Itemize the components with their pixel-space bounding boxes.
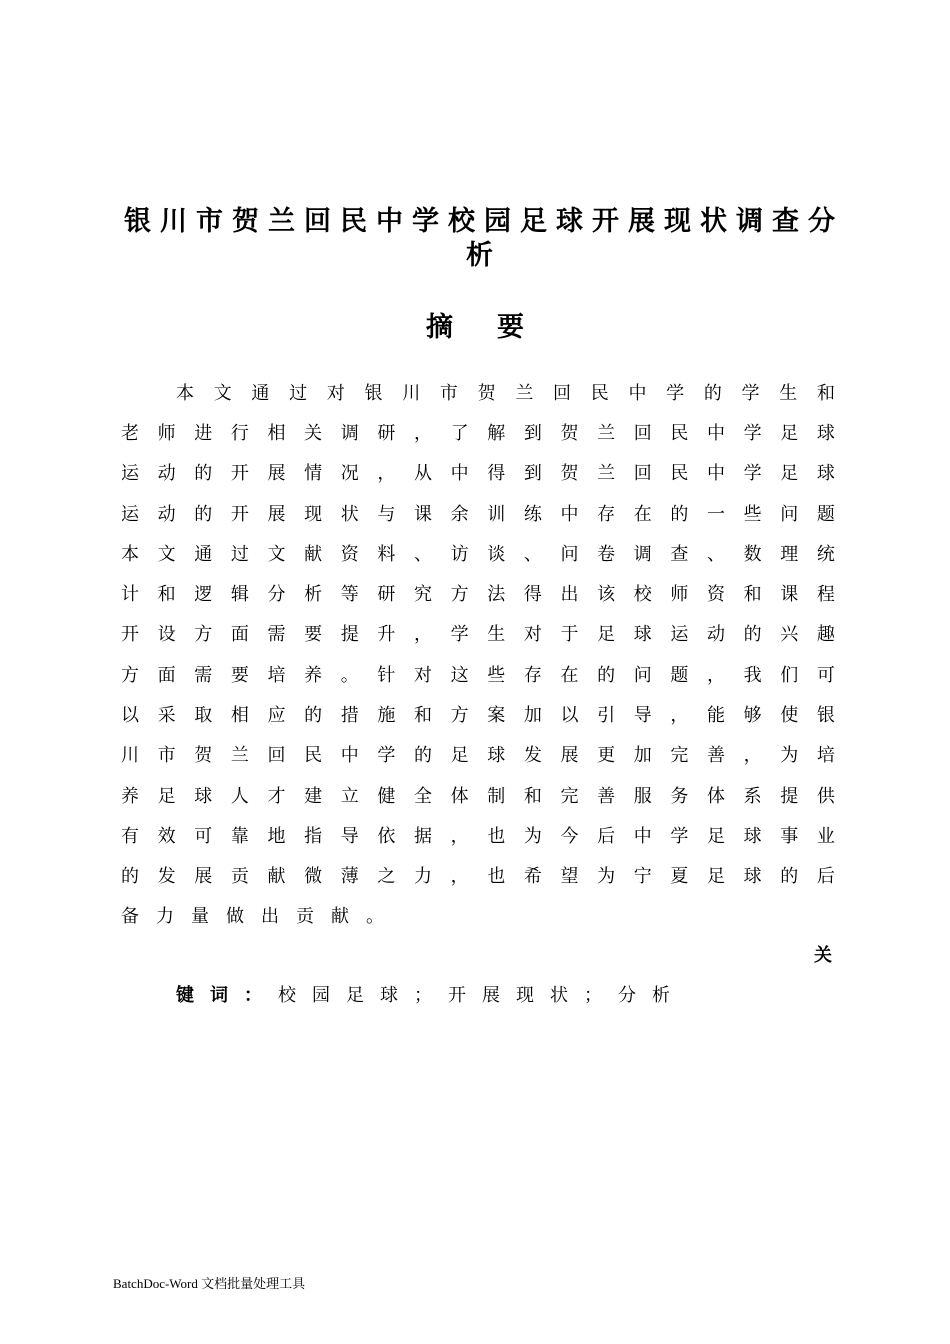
abstract-line: 的 发 展 贡 献 微 薄 之 力 ， 也 希 望 为 宁 夏 足 球 的 后 [121,866,835,887]
abstract-line: 本 文 通 过 文 献 资 料 、 访 谈 、 问 卷 调 查 、 数 理 统 [121,544,835,565]
abstract-line: 方 面 需 要 培 养 。 针 对 这 些 存 在 的 问 题 ， 我 们 可 [121,665,835,686]
abstract-line: 本 文 通 过 对 银 川 市 贺 兰 回 民 中 学 的 学 生 和 [176,383,835,404]
abstract-line: 备 力 量 做 出 贡 献 。 [121,906,384,927]
footer-watermark-text: BatchDoc-Word 文档批量处理工具 [113,1276,306,1291]
abstract-line: 以 采 取 相 应 的 措 施 和 方 案 加 以 引 导 ， 能 够 使 银 [121,705,835,726]
keywords [176,980,686,1012]
keywords-text: 校园足球；开展现状；分析 [278,985,686,1006]
abstract-line: 开 设 方 面 需 要 提 升 ， 学 生 对 于 足 球 运 动 的 兴 趣 [121,624,835,645]
abstract-line: 计 和 逻 辑 分 析 等 研 究 方 法 得 出 该 校 师 资 和 课 程 [121,584,835,605]
abstract-line: 运 动 的 开 展 现 状 与 课 余 训 练 中 存 在 的 一 些 问 题 [121,504,835,525]
abstract-line: 川 市 贺 兰 回 民 中 学 的 足 球 发 展 更 加 完 善 ， 为 培 [121,745,835,766]
abstract-line: 养 足 球 人 才 建 立 健 全 体 制 和 完 善 服 务 体 系 提 供 [121,786,835,807]
abstract-line: 运 动 的 开 展 情 况 ， 从 中 得 到 贺 兰 回 民 中 学 足 球 [121,463,835,484]
keywords-label: 键词： [176,985,278,1006]
abstract-heading: 摘要 [426,312,568,343]
abstract-line: 有 效 可 靠 地 指 导 依 据 ， 也 为 今 后 中 学 足 球 事 业 [121,826,835,847]
keywords-prefix: 关 [814,945,832,966]
abstract-line: 老 师 进 行 相 关 调 研 ， 了 解 到 贺 兰 回 民 中 学 足 球 [121,423,835,444]
document-title: 银川市贺兰回民中学校园足球开展现状调查分析 [124,206,844,271]
